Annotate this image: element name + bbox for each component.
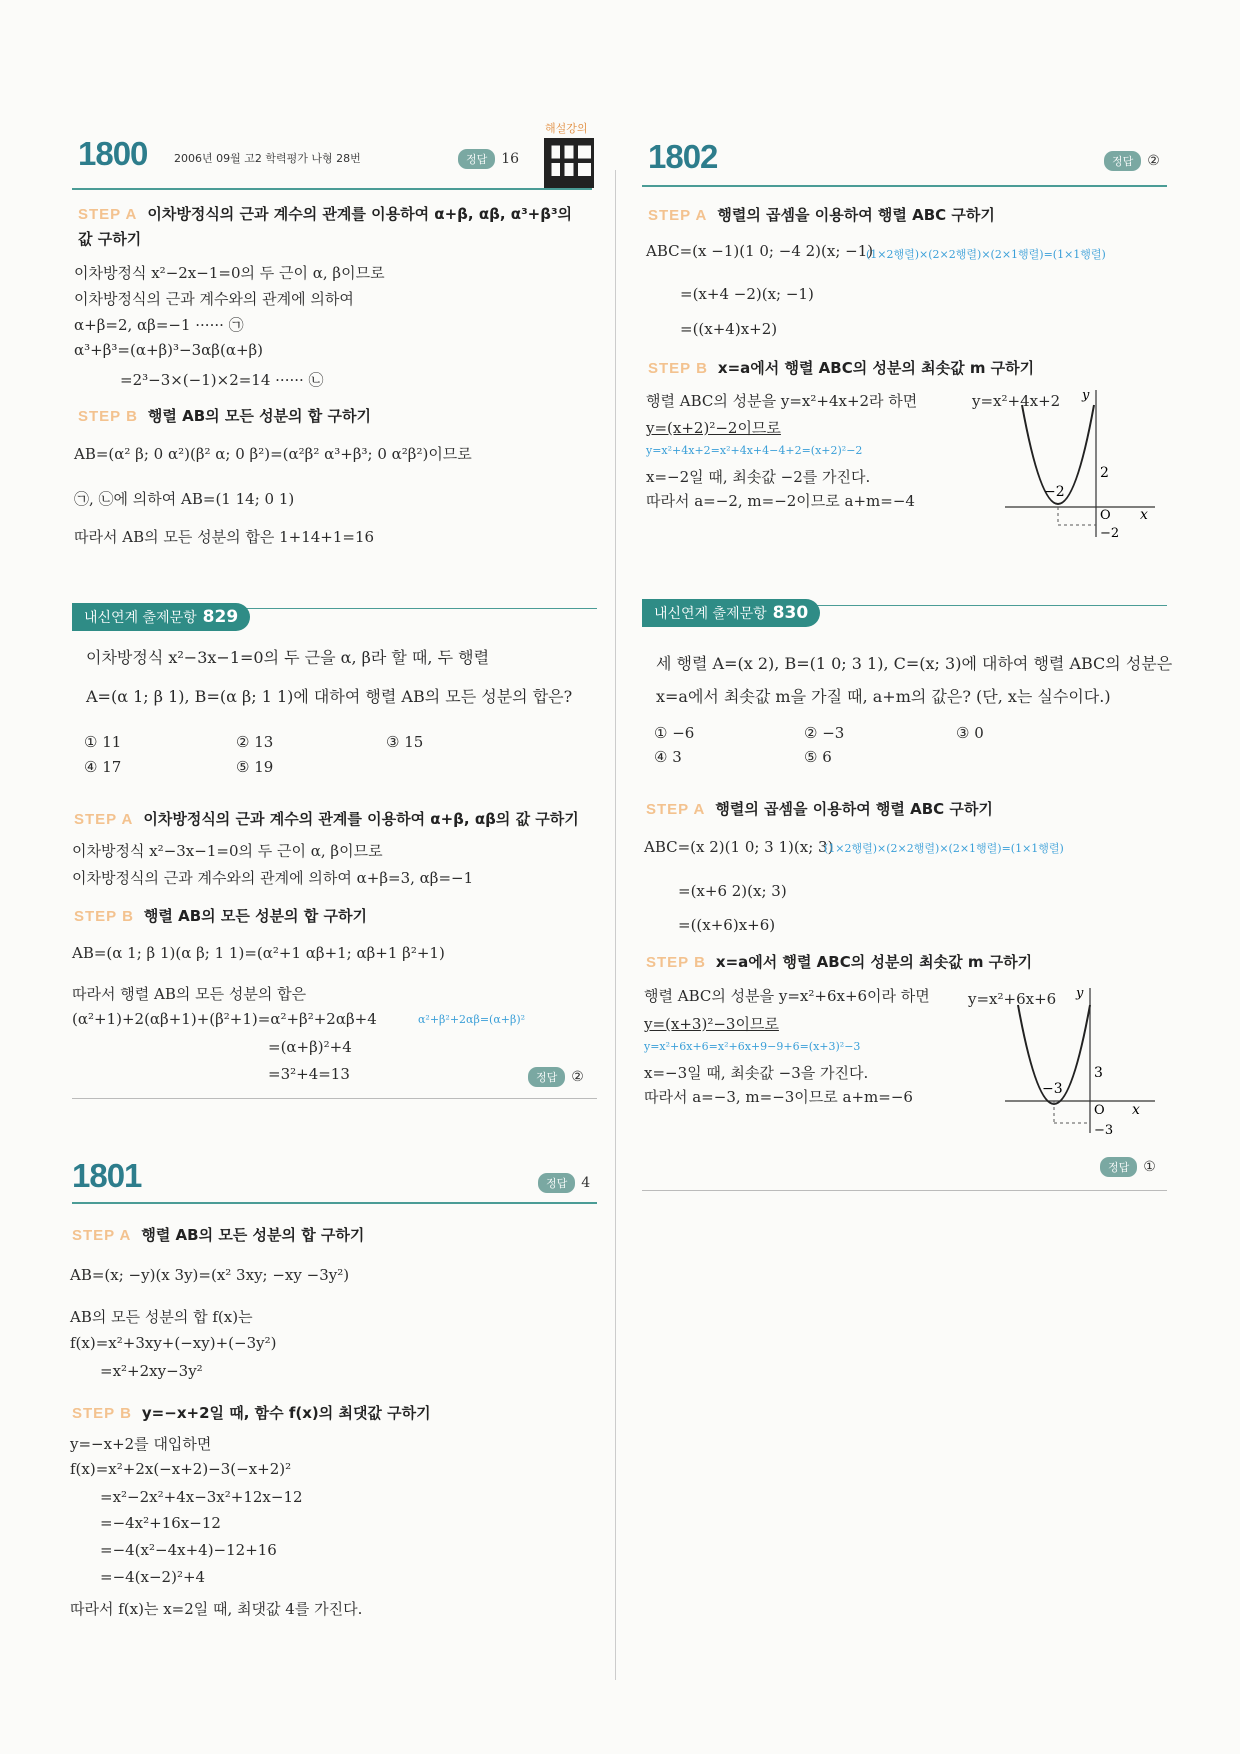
answer-badge: 정답 (458, 149, 495, 169)
text-line: x=−2일 때, 최솟값 −2를 가진다. (646, 468, 871, 486)
text-line: =2³−3×(−1)×2=14 ······ ㉡ (120, 371, 324, 389)
step-b-1802: STEP B x=a에서 행렬 ABC의 성분의 최솟값 m 구하기 (648, 359, 1035, 377)
text-line: f(x)=x²+3xy+(−xy)+(−3y²) (70, 1334, 277, 1352)
axis-x-label: x (1140, 507, 1148, 523)
choice-4[interactable]: ④ 3 (654, 748, 682, 766)
hint-note: (1×2행렬)×(2×2행렬)×(2×1행렬)=(1×1행렬) (824, 842, 1064, 855)
axis-x-label: x (1132, 1102, 1140, 1118)
choice-3[interactable]: ③ 15 (386, 733, 424, 751)
qr-label: 해설강의 (545, 122, 588, 135)
step-b-1801: STEP B y=−x+2일 때, 함수 f(x)의 최댓값 구하기 (72, 1404, 431, 1422)
choice-2[interactable]: ② −3 (804, 724, 845, 742)
text-line: x=−3일 때, 최솟값 −3을 가진다. (644, 1064, 869, 1082)
text-line: ㉠, ㉡에 의하여 AB=(1 14; 0 1) (74, 490, 295, 508)
text-line: (α²+1)+2(αβ+1)+(β²+1)=α²+β²+2αβ+4 (72, 1010, 377, 1028)
text-line: 이차방정식 x²−2x−1=0의 두 근이 α, β이므로 (74, 264, 385, 282)
axis-y-label: y (1082, 388, 1090, 403)
text-line: =3²+4=13 (268, 1065, 350, 1083)
tick-x-neg: −3 (1042, 1081, 1063, 1097)
rule-1802 (642, 185, 1167, 187)
banner-830: 내신연계 출제문항 830 (642, 599, 820, 627)
step-a-1802: STEP A 행렬의 곱셈을 이용하여 행렬 ABC 구하기 (648, 206, 995, 224)
step-b-1800: STEP B 행렬 AB의 모든 성분의 합 구하기 (78, 407, 371, 425)
rule-1801 (72, 1202, 597, 1204)
matrix-line: AB=(α 1; β 1)(α β; 1 1)=(α²+1 αβ+1; αβ+1 β²+1) (72, 944, 445, 962)
step-a-1801: STEP A 행렬 AB의 모든 성분의 합 구하기 (72, 1226, 365, 1244)
question-text: 세 행렬 A=(x 2), B=(1 0; 3 1), C=(x; 3)에 대하여 행렬 ABC의 성분은 (656, 654, 1173, 673)
matrix-line: ABC=(x −1)(1 0; −4 2)(x; −1) (646, 242, 874, 260)
problem-number-1800: 1800 (78, 135, 148, 172)
axis-y-label: y (1076, 986, 1084, 1001)
tick-origin: O (1100, 508, 1111, 523)
qr-code[interactable] (544, 138, 594, 188)
text-line: 이차방정식의 근과 계수와의 관계에 의하여 α+β=3, αβ=−1 (72, 869, 474, 887)
choice-4[interactable]: ④ 17 (84, 758, 122, 776)
text-line: α+β=2, αβ=−1 ······ ㉠ (74, 316, 244, 334)
matrix-line: ABC=(x 2)(1 0; 3 1)(x; 3) (644, 838, 834, 856)
hint-note: y=x²+4x+2=x²+4x+4−4+2=(x+2)²−2 (646, 444, 863, 457)
text-line: 행렬 ABC의 성분을 y=x²+6x+6이라 하면 (644, 987, 930, 1005)
step-a-1800: STEP A 이차방정식의 근과 계수의 관계를 이용하여 α+β, αβ, α³+β³의 값 구하기 (78, 205, 573, 248)
text-line: 따라서 행렬 AB의 모든 성분의 합은 (72, 985, 307, 1003)
question-text: A=(α 1; β 1), B=(α β; 1 1)에 대하여 행렬 AB의 모든 성분의 합은? (86, 687, 573, 706)
answer-829: 정답 ② (528, 1066, 584, 1087)
text-line: 이차방정식 x²−3x−1=0의 두 근이 α, β이므로 (72, 842, 383, 860)
answer-1800: 정답 16 (458, 148, 519, 169)
problem-source: 2006년 09월 고2 학력평가 나형 28번 (174, 152, 361, 165)
answer-830: 정답 ① (1100, 1156, 1156, 1177)
text-line: =−4(x²−4x+4)−12+16 (100, 1541, 277, 1559)
text-line: y=(x+2)²−2이므로 (646, 419, 781, 437)
text-line: 행렬 ABC의 성분을 y=x²+4x+2라 하면 (646, 392, 918, 410)
text-line: =(x+6 2)(x; 3) (678, 882, 787, 900)
text-line: =x²+2xy−3y² (100, 1362, 203, 1380)
separator (642, 1190, 1167, 1191)
step-b-830: STEP B x=a에서 행렬 ABC의 성분의 최솟값 m 구하기 (646, 953, 1033, 971)
hint-note: y=x²+6x+6=x²+6x+9−9+6=(x+3)²−3 (644, 1040, 861, 1053)
text-line: 따라서 AB의 모든 성분의 합은 1+14+1=16 (74, 528, 375, 546)
choice-3[interactable]: ③ 0 (956, 724, 984, 742)
hint-note: α²+β²+2αβ=(α+β)² (418, 1013, 526, 1026)
text-line: =−4(x−2)²+4 (100, 1568, 206, 1586)
rule-1800 (72, 188, 592, 190)
step-b-829: STEP B 행렬 AB의 모든 성분의 합 구하기 (74, 907, 367, 925)
matrix-line: AB=(α² β; 0 α²)(β² α; 0 β²)=(α²β² α³+β³; 0 α²β²)이므로 (74, 445, 472, 463)
text-line: y=−x+2를 대입하면 (70, 1435, 212, 1453)
banner-829: 내신연계 출제문항 829 (72, 603, 250, 631)
text-line: 따라서 a=−2, m=−2이므로 a+m=−4 (646, 492, 915, 510)
text-line: =((x+4)x+2) (680, 320, 778, 338)
column-divider (615, 170, 616, 1680)
choice-1[interactable]: ① 11 (84, 733, 122, 751)
answer-1802: 정답 ② (1104, 150, 1160, 171)
tick-x-neg: −2 (1044, 484, 1065, 500)
step-a-830: STEP A 행렬의 곱셈을 이용하여 행렬 ABC 구하기 (646, 800, 993, 818)
text-line: f(x)=x²+2x(−x+2)−3(−x+2)² (70, 1460, 292, 1478)
tick-y-int: 2 (1100, 465, 1109, 481)
tick-y-int: 3 (1094, 1065, 1103, 1081)
problem-number-1802: 1802 (648, 138, 718, 175)
choice-5[interactable]: ⑤ 19 (236, 758, 274, 776)
hint-note: (1×2행렬)×(2×2행렬)×(2×1행렬)=(1×1행렬) (866, 248, 1106, 261)
text-line: =−4x²+16x−12 (100, 1514, 221, 1532)
text-line: =x²−2x²+4x−3x²+12x−12 (100, 1488, 303, 1506)
parabola-graph-1802 (1000, 385, 1160, 545)
text-line: y=(x+3)²−3이므로 (644, 1015, 779, 1033)
graph-label: y=x²+6x+6 (968, 990, 1057, 1008)
problem-number-1801: 1801 (72, 1157, 142, 1194)
tick-origin: O (1094, 1103, 1105, 1118)
text-line: 따라서 a=−3, m=−3이므로 a+m=−6 (644, 1088, 913, 1106)
graph-label: y=x²+4x+2 (972, 392, 1061, 410)
separator (72, 1098, 597, 1099)
text-line: =(α+β)²+4 (268, 1038, 352, 1056)
question-text: 이차방정식 x²−3x−1=0의 두 근을 α, β라 할 때, 두 행렬 (86, 648, 490, 667)
text-line: 따라서 f(x)는 x=2일 때, 최댓값 4를 가진다. (70, 1600, 363, 1618)
parabola-graph-830 (1000, 983, 1160, 1143)
tick-y-min: −3 (1094, 1123, 1114, 1138)
text-line: =((x+6)x+6) (678, 916, 776, 934)
text-line: α³+β³=(α+β)³−3αβ(α+β) (74, 341, 264, 359)
step-a-829: STEP A 이차방정식의 근과 계수의 관계를 이용하여 α+β, αβ의 값 구하기 (74, 810, 579, 828)
text-line: 이차방정식의 근과 계수와의 관계에 의하여 (74, 290, 354, 308)
tick-y-min: −2 (1100, 526, 1120, 541)
choice-5[interactable]: ⑤ 6 (804, 748, 832, 766)
text-line: =(x+4 −2)(x; −1) (680, 285, 814, 303)
choice-1[interactable]: ① −6 (654, 724, 695, 742)
text-line: AB의 모든 성분의 합 f(x)는 (70, 1308, 253, 1326)
choice-2[interactable]: ② 13 (236, 733, 274, 751)
matrix-line: AB=(x; −y)(x 3y)=(x² 3xy; −xy −3y²) (70, 1266, 350, 1284)
question-text: x=a에서 최솟값 m을 가질 때, a+m의 값은? (단, x는 실수이다.) (656, 687, 1111, 706)
answer-1801: 정답 4 (538, 1172, 590, 1193)
